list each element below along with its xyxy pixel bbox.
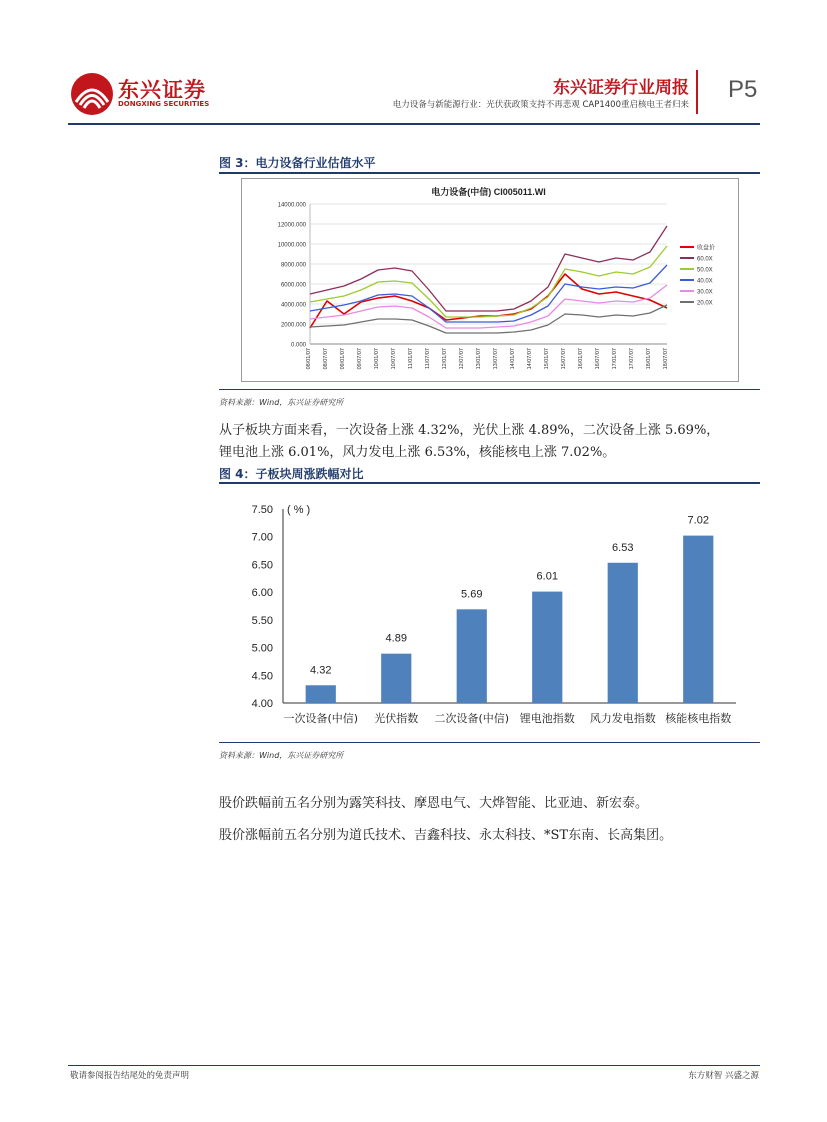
chart3-y-tick: 10000.000 xyxy=(277,242,306,249)
chart4-bar xyxy=(457,609,487,703)
chart3-x-tick: 13/07/07 xyxy=(493,348,499,370)
chart4-bar xyxy=(381,654,411,703)
figure3-chart-frame xyxy=(241,178,739,382)
chart4-y-tick: 7.00 xyxy=(251,531,273,544)
logo-text-cn: 东兴证券 xyxy=(118,78,206,102)
chart4-category-label: 一次设备(中信) xyxy=(283,712,359,725)
chart4-category-label: 风力发电指数 xyxy=(589,712,656,725)
chart4-y-tick: 4.50 xyxy=(251,670,273,683)
chart3-x-tick: 17/07/07 xyxy=(629,348,635,370)
chart3-y-tick: 8000.000 xyxy=(280,262,306,269)
chart3-x-tick: 12/07/07 xyxy=(459,348,465,370)
chart4-y-unit: ( % ) xyxy=(287,504,311,516)
chart4-category-label: 光伏指数 xyxy=(374,712,419,725)
chart3-x-tick: 15/01/07 xyxy=(544,348,550,370)
chart3-title: 电力设备(中信) CI005011.WI xyxy=(431,187,546,197)
logo-text-en: DONGXING SECURITIES xyxy=(118,100,210,108)
chart3-y-tick: 2000.000 xyxy=(280,322,306,329)
chart4-y-tick: 4.00 xyxy=(251,698,273,710)
chart3-x-tick: 16/01/07 xyxy=(578,348,584,370)
chart4-data-label: 7.02 xyxy=(687,514,709,527)
chart4-data-label: 6.53 xyxy=(612,541,634,554)
chart4-y-tick: 6.00 xyxy=(251,587,273,600)
figure4-source: 资料来源：Wind，东兴证券研究所 xyxy=(219,751,344,760)
footer-rule xyxy=(68,1065,760,1066)
chart4-y-tick: 5.50 xyxy=(251,614,273,627)
chart3-x-tick: 10/01/07 xyxy=(374,348,380,370)
chart4-data-label: 4.32 xyxy=(310,664,332,677)
paragraph2-line1: 股价跌幅前五名分别为露笑科技、摩恩电气、大烨智能、比亚迪、新宏泰。 xyxy=(219,796,649,811)
chart3-legend-label: 30.0X xyxy=(697,289,713,296)
chart4-y-tick: 7.50 xyxy=(251,504,273,516)
paragraph1-line2: 锂电池上涨 6.01%，风力发电上涨 6.53%，核能核电上涨 7.02%。 xyxy=(219,445,616,460)
chart3-x-tick: 10/07/07 xyxy=(391,348,397,370)
figure4-caption: 图 4：子板块周涨跌幅对比 xyxy=(219,467,364,481)
chart4-category-label: 核能核电指数 xyxy=(665,712,732,725)
figure4-bottom-rule xyxy=(219,742,760,743)
chart3-x-tick: 16/07/07 xyxy=(595,348,601,370)
chart3-legend-label: 收盘价 xyxy=(697,245,716,252)
chart4-bar xyxy=(532,592,562,703)
chart3-x-tick: 18/07/07 xyxy=(663,348,669,370)
chart4-bar xyxy=(306,685,336,703)
chart3-legend-label: 60.0X xyxy=(697,256,713,263)
chart4-y-tick: 6.50 xyxy=(251,559,273,572)
figure3-caption: 图 3：电力设备行业估值水平 xyxy=(219,156,376,170)
page-number: P5 xyxy=(728,76,758,103)
chart3-x-tick: 17/01/07 xyxy=(612,348,618,370)
chart3-legend-label: 20.0X xyxy=(697,300,713,307)
chart3-x-tick: 08/01/07 xyxy=(306,348,312,370)
chart3-x-tick: 14/01/07 xyxy=(510,348,516,370)
chart3-x-tick: 11/01/07 xyxy=(408,348,414,370)
footer-disclaimer: 敬请参阅报告结尾处的免责声明 xyxy=(70,1071,190,1081)
chart4-bar xyxy=(608,563,638,703)
chart3-x-tick: 09/01/07 xyxy=(340,348,346,370)
report-subtitle: 电力设备与新能源行业：光伏获政策支持不再悲观 CAP1400重启核电王者归来 xyxy=(392,100,689,110)
figure4-top-rule xyxy=(219,482,760,484)
chart3-series-line xyxy=(310,226,667,311)
chart3-series-line xyxy=(310,305,667,333)
chart4-data-label: 5.69 xyxy=(461,588,483,601)
chart3-x-tick: 14/07/07 xyxy=(527,348,533,370)
figure3-source: 资料来源：Wind，东兴证券研究所 xyxy=(219,398,344,407)
chart3-y-tick: 6000.000 xyxy=(280,282,306,289)
figure3-bottom-rule xyxy=(219,389,760,390)
chart3-series-line xyxy=(310,246,667,317)
chart3-x-tick: 12/01/07 xyxy=(442,348,448,370)
header-rule xyxy=(68,123,760,125)
chart3-x-tick: 15/07/07 xyxy=(561,348,567,370)
valuation-line-chart xyxy=(242,179,738,381)
chart3-y-tick: 4000.000 xyxy=(280,302,306,309)
chart4-category-label: 锂电池指数 xyxy=(519,712,575,725)
chart3-legend-label: 40.0X xyxy=(697,278,713,285)
chart3-x-tick: 18/01/07 xyxy=(646,348,652,370)
chart4-data-label: 4.89 xyxy=(385,632,407,645)
chart4-category-label: 二次设备(中信) xyxy=(434,712,510,725)
footer-slogan: 东方财智 兴盛之源 xyxy=(688,1071,759,1081)
sector-bar-chart xyxy=(219,490,760,740)
chart3-y-tick: 14000.000 xyxy=(277,202,306,209)
chart3-legend-label: 50.0X xyxy=(697,267,713,274)
chart3-x-tick: 11/07/07 xyxy=(425,348,431,370)
header-divider xyxy=(696,70,698,114)
report-title: 东兴证券行业周报 xyxy=(553,78,689,98)
paragraph1-line1: 从子板块方面来看，一次设备上涨 4.32%，光伏上涨 4.89%，二次设备上涨 5.69%， xyxy=(219,423,720,438)
chart3-y-tick: 12000.000 xyxy=(277,222,306,229)
logo-mark-icon xyxy=(70,72,114,116)
chart4-data-label: 6.01 xyxy=(536,570,558,583)
chart3-y-tick: 0.000 xyxy=(290,342,306,349)
chart3-series-line xyxy=(310,265,667,322)
chart3-x-tick: 09/07/07 xyxy=(357,348,363,370)
chart3-x-tick: 08/07/07 xyxy=(323,348,329,370)
paragraph2-line2: 股价涨幅前五名分别为道氏技术、吉鑫科技、永太科技、*ST东南、长高集团。 xyxy=(219,828,673,843)
chart3-x-tick: 13/01/07 xyxy=(476,348,482,370)
chart4-y-tick: 5.00 xyxy=(251,642,273,655)
figure3-top-rule xyxy=(219,172,760,174)
chart4-bar xyxy=(683,536,713,703)
